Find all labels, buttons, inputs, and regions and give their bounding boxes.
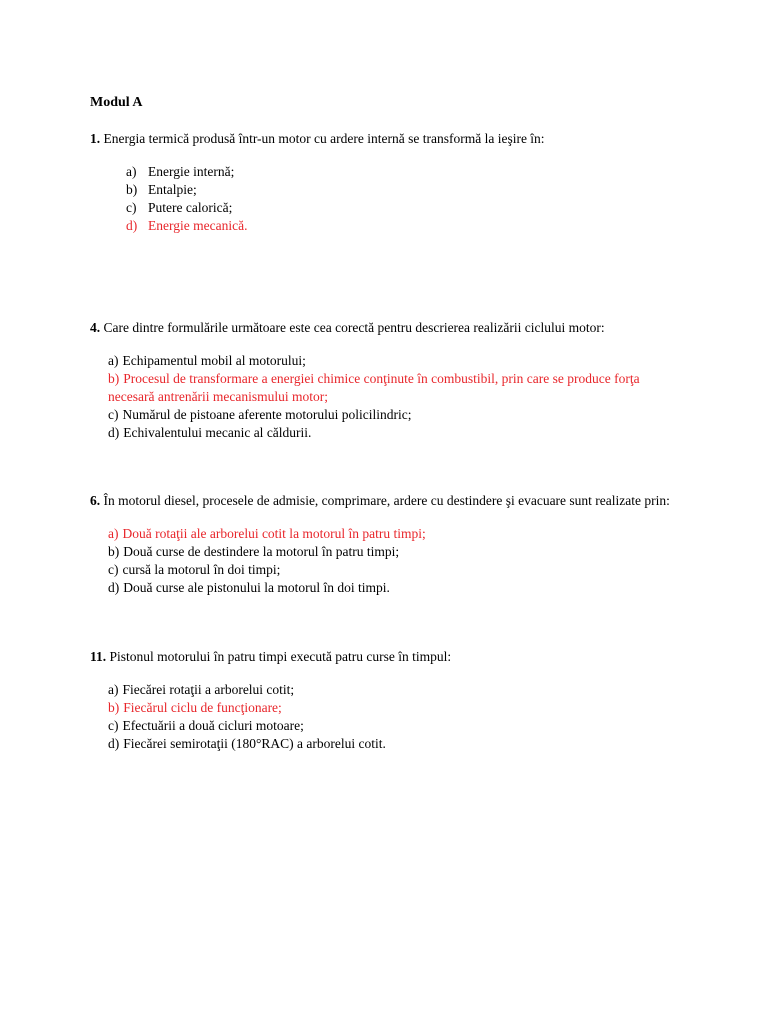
option-6c	[108, 561, 678, 579]
option-letter: a)	[108, 353, 119, 368]
option-letter: d)	[126, 218, 138, 233]
option-letter: c)	[108, 562, 119, 577]
option-6d	[108, 579, 678, 597]
option-letter: c)	[108, 718, 119, 733]
option-1b	[126, 181, 678, 199]
option-letter: b)	[108, 544, 120, 559]
question-11-number: 11.	[90, 649, 107, 664]
option-text: Echivalentului mecanic al căldurii.	[123, 425, 312, 440]
option-text: Entalpie;	[148, 182, 197, 197]
option-letter: d)	[108, 580, 120, 595]
option-11c	[108, 717, 678, 735]
option-11a	[108, 681, 678, 699]
option-text: Numărul de pistoane aferente motorului policilindric;	[122, 407, 412, 422]
option-text: Fiecărei rotaţii a arborelui cotit;	[122, 682, 295, 697]
option-text: Două rotaţii ale arborelui cotit la motorul în patru timpi;	[122, 526, 426, 541]
option-letter: b)	[108, 700, 120, 715]
option-1a	[126, 163, 678, 181]
question-6-prompt: În motorul diesel, procesele de admisie, comprimare, ardere cu destindere şi evacuare sunt realizate prin:	[103, 493, 670, 508]
question-11-prompt: Pistonul motorului în patru timpi execută patru curse în timpul:	[109, 649, 452, 664]
option-letter: d)	[108, 425, 120, 440]
option-4c	[108, 406, 678, 424]
question-4-options	[90, 352, 678, 442]
question-1-options	[90, 163, 678, 235]
question-4-text	[90, 319, 678, 337]
option-text: Echipamentul mobil al motorului;	[122, 353, 306, 368]
option-letter: b)	[126, 182, 138, 197]
option-text: Putere calorică;	[148, 200, 233, 215]
option-letter: a)	[108, 682, 119, 697]
option-text: Fiecărul ciclu de funcţionare;	[123, 700, 282, 715]
question-6-text	[90, 492, 678, 510]
question-4	[90, 319, 678, 442]
option-4b-correct	[108, 370, 678, 406]
question-1-text	[90, 130, 678, 148]
question-11-options	[90, 681, 678, 753]
option-letter: c)	[126, 200, 137, 215]
option-1d-correct	[126, 217, 678, 235]
question-1-prompt: Energia termică produsă într-un motor cu ardere internă se transformă la ieşire în:	[103, 131, 545, 146]
option-letter: b)	[108, 371, 120, 386]
option-6b	[108, 543, 678, 561]
option-11b-correct	[108, 699, 678, 717]
question-11	[90, 648, 678, 753]
module-title: Modul A	[90, 95, 143, 110]
option-letter: a)	[126, 164, 137, 179]
question-6	[90, 492, 678, 597]
question-6-options	[90, 525, 678, 597]
question-4-number: 4.	[90, 320, 101, 335]
option-1c	[126, 199, 678, 217]
option-letter: d)	[108, 736, 120, 751]
option-text: Efectuării a două cicluri motoare;	[122, 718, 304, 733]
question-1	[90, 130, 678, 235]
option-4d	[108, 424, 678, 442]
option-letter: c)	[108, 407, 119, 422]
option-text: Procesul de transformare a energiei chimice conţinute în combustibil, prin care se produce forţa necesară antrenării mecanismului motor;	[108, 371, 640, 404]
option-6a-correct	[108, 525, 678, 543]
option-text: Două curse ale pistonului la motorul în doi timpi.	[123, 580, 390, 595]
option-4a	[108, 352, 678, 370]
option-text: cursă la motorul în doi timpi;	[122, 562, 281, 577]
option-letter: a)	[108, 526, 119, 541]
option-text: Două curse de destindere la motorul în patru timpi;	[123, 544, 400, 559]
document-page	[90, 94, 678, 753]
question-1-number: 1.	[90, 131, 101, 146]
option-11d	[108, 735, 678, 753]
option-text: Energie internă;	[148, 164, 235, 179]
option-text: Energie mecanică.	[148, 218, 248, 233]
question-6-number: 6.	[90, 493, 101, 508]
question-11-text	[90, 648, 678, 666]
option-text: Fiecărei semirotaţii (180°RAC) a arborelui cotit.	[123, 736, 386, 751]
question-4-prompt: Care dintre formulările următoare este cea corectă pentru descrierea realizării ciclului motor:	[103, 320, 605, 335]
